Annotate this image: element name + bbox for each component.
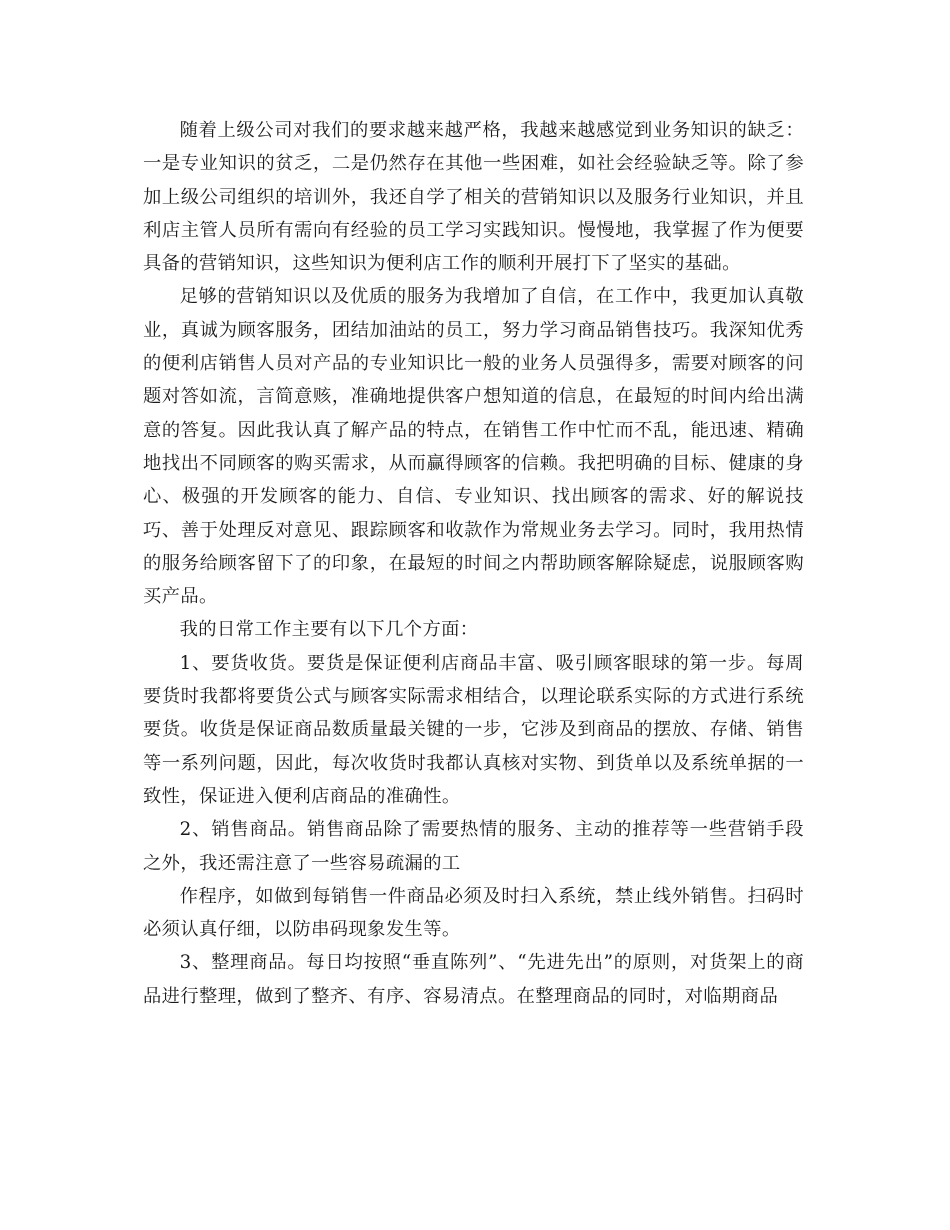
paragraph-service-confidence: 足够的营销知识以及优质的服务为我增加了自信，在工作中，我更加认真敬业，真诚为顾客服务，团结加油站的员工，努力学习商品销售技巧。我深知优秀的便利店销售人员对产品的专业知识比一般的业务人员强得多，需要对顾客的问题对答如流，言简意赅，准确地提供客户想知道的信息，在最短的时间内给出满意的答复。因此我认真了解产品的特点，在销售工作中忙而不乱，能迅速、精确地找出不同顾客的购买需求，从而赢得顾客的信赖。我把明确的目标、健康的身心、极强的开发顾客的能力、自信、专业知识、找出顾客的需求、好的解说技巧、善于处理反对意见、跟踪顾客和收款作为常规业务去学习。同时，我用热情的服务给顾客留下了的印象，在最短的时间之内帮助顾客解除疑虑，说服顾客购买产品。: [143, 286, 804, 608]
paragraph-selling-goods: 2、销售商品。销售商品除了需要热情的服务、主动的推荐等一些营销手段之外，我还需注意了一些容易疏漏的工: [143, 819, 804, 874]
paragraph-ordering-receiving: 1、要货收货。要货是保证便利店商品丰富、吸引顾客眼球的第一步。每周要货时我都将要货公式与顾客实际需求相结合，以理论联系实际的方式进行系统要货。收货是保证商品数质量最关键的一步，它涉及到商品的摆放、存储、销售等一系列问题，因此，每次收货时我都认真核对实物、到货单以及系统单据的一致性，保证进入便利店商品的准确性。: [143, 652, 804, 807]
paragraph-selling-goods-continued: 作程序，如做到每销售一件商品必须及时扫入系统，禁止线外销售。扫码时必须认真仔细，以防串码现象发生等。: [143, 885, 804, 941]
paragraph-self-study: 随着上级公司对我们的要求越来越严格，我越来越感觉到业务知识的缺乏：一是专业知识的贫乏，二是仍然存在其他一些困难，如社会经验缺乏等。除了参加上级公司组织的培训外，我还自学了相关的营销知识以及服务行业知识，并且利店主管人员所有需向有经验的员工学习实践知识。慢慢地，我掌握了作为便要具备的营销知识，这些知识为便利店工作的顺利开展打下了坚实的基础。: [143, 120, 804, 275]
paragraph-arranging-goods: 3、整理商品。每日均按照“垂直陈列”、“先进先出”的原则，对货架上的商品进行整理，做到了整齐、有序、容易清点。在整理商品的同时，对临期商品: [143, 952, 804, 1007]
paragraph-daily-work-intro: 我的日常工作主要有以下几个方面：: [179, 619, 479, 641]
